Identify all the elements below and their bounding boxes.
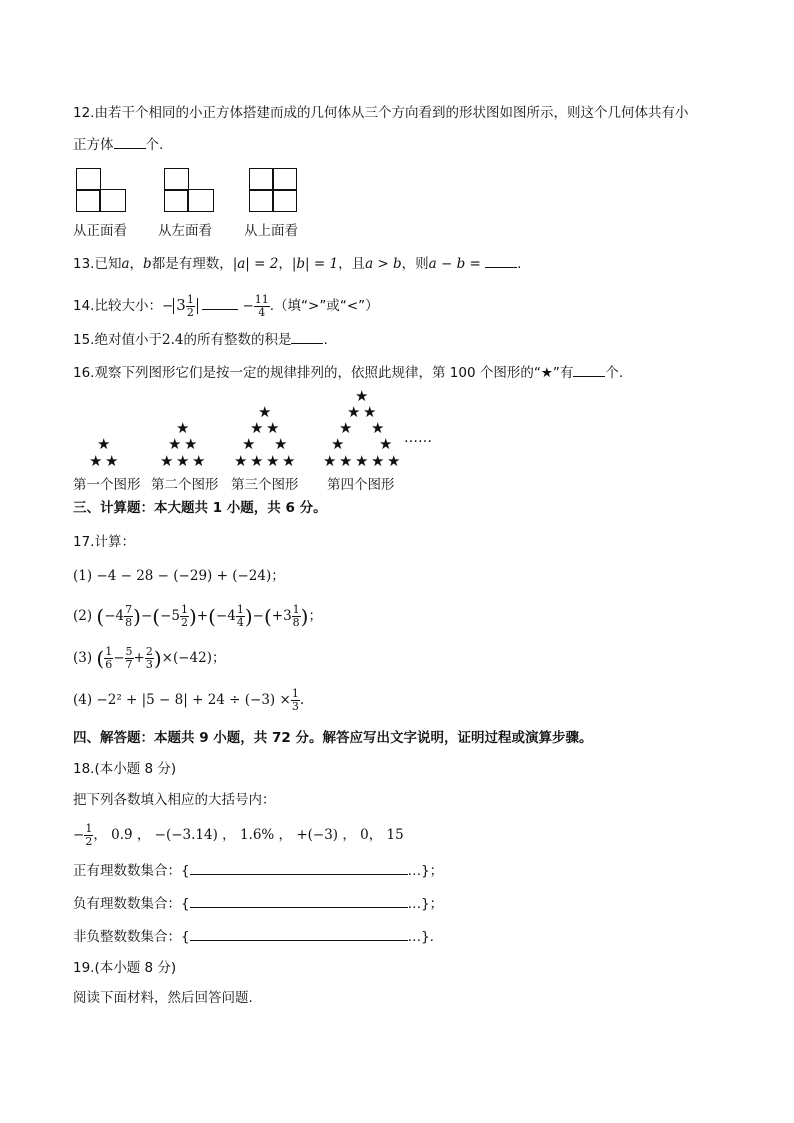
view-caption-top: 从上面看	[244, 223, 298, 239]
star-icon: ★	[339, 452, 353, 470]
figure-label-4: 第四个图形	[327, 477, 395, 493]
q17-part1: (1) −4 − 28 − (−29) + (−24)；	[73, 568, 285, 584]
view-caption-left: 从左面看	[158, 223, 212, 239]
star-icon: ★	[274, 435, 288, 453]
set-nonnegative-integer: 非负整数数集合：{ …}.	[73, 929, 434, 945]
set-positive-rational: 正有理数数集合：{ …}；	[73, 863, 444, 879]
set-blank[interactable]	[190, 862, 408, 875]
answer-blank[interactable]	[114, 136, 146, 149]
q13: 13.已知a，b都是有理数，|a| = 2，|b| = 1，且a > b，则a − b = .	[73, 256, 522, 272]
q18-instruction: 把下列各数填入相应的大括号内：	[73, 792, 276, 808]
q12-line1: 12.由若干个相同的小正方体搭建而成的几何体从三个方向看到的形状图如图所示，则这个几何体共有小	[73, 105, 689, 121]
q16: 16.观察下列图形它们是按一定的规律排列的，依照此规律，第 100 个图形的“★”有 个.	[73, 365, 624, 381]
view-caption-front: 从正面看	[73, 223, 127, 239]
star-icon: ★	[176, 419, 190, 437]
star-icon: ★	[339, 419, 353, 437]
section4-heading: 四、解答题：本题共 9 小题，共 72 分。解答应写出文字说明，证明过程或演算步骤。	[73, 730, 593, 746]
set-blank[interactable]	[190, 928, 408, 941]
q19-title: 19.(本小题 8 分)	[73, 960, 177, 976]
star-icon: ★	[168, 435, 182, 453]
answer-blank[interactable]	[573, 364, 605, 377]
figure-label-1: 第一个图形	[73, 477, 141, 493]
star-icon: ★	[176, 452, 190, 470]
star-icon: ★	[89, 452, 103, 470]
answer-blank[interactable]	[202, 297, 238, 310]
answer-blank[interactable]	[485, 255, 517, 268]
q17-part2: (2) (−4 $\frac{7}{8}$ )−(−5 $\frac{1}{2}$ )+(−4 $\frac{1}{4}$ )−(+3 $\frac{1}{8}$ )；	[73, 603, 322, 629]
star-icon: ★	[323, 452, 337, 470]
star-icon: ★	[105, 452, 119, 470]
star-icon: ★	[282, 452, 296, 470]
star-icon: ★	[355, 387, 369, 405]
star-icon: ★	[266, 419, 280, 437]
star-icon: ★	[379, 435, 393, 453]
q17-title: 17.计算：	[73, 534, 135, 550]
star-icon: ★	[192, 452, 206, 470]
answer-blank[interactable]	[291, 331, 323, 344]
figure-label-3: 第三个图形	[231, 477, 299, 493]
star-icon: ★	[250, 419, 264, 437]
set-blank[interactable]	[190, 895, 408, 908]
q15: 15.绝对值小于2.4的所有整数的积是 .	[73, 332, 328, 348]
star-icon: ★	[371, 452, 385, 470]
star-icon: ★	[331, 435, 345, 453]
star-icon: ★	[242, 435, 256, 453]
star-icon: ★	[355, 452, 369, 470]
star-icon: ★	[258, 403, 272, 421]
set-negative-rational: 负有理数数集合：{ …}；	[73, 896, 444, 912]
q19-instruction: 阅读下面材料，然后回答问题.	[73, 990, 253, 1006]
star-icon: ★	[371, 419, 385, 437]
q17-part3: (3) ( $\frac{1}{6}$ − $\frac{5}{7}$ + $\frac{2}{3}$ )×(−42)；	[73, 645, 226, 671]
star-icon: ★	[347, 403, 361, 421]
ellipsis: ……	[404, 430, 432, 446]
q12-line2: 正方体 个.	[73, 137, 164, 153]
star-icon: ★	[234, 452, 248, 470]
q18-title: 18.(本小题 8 分)	[73, 761, 177, 777]
star-icon: ★	[160, 452, 174, 470]
star-icon: ★	[250, 452, 264, 470]
star-icon: ★	[184, 435, 198, 453]
star-icon: ★	[266, 452, 280, 470]
q18-numbers: − $\frac{1}{2}$ ， 0.9̇ ， −(−3.14) ， 1.6% ， +(−3) ， 0， 15	[73, 822, 404, 848]
star-icon: ★	[387, 452, 401, 470]
q17-part4: (4) −2² + |5 − 8| + 24 ÷ (−3) × $\frac{1}{3}$ .	[73, 687, 305, 713]
figure-label-2: 第二个图形	[151, 477, 219, 493]
section3-heading: 三、计算题：本大题共 1 小题，共 6 分。	[73, 500, 327, 516]
star-icon: ★	[363, 403, 377, 421]
q14: 14.比较大小：− 3 $\frac{1}{2}$ − $\frac{11}{4}$ .（填“>”或“<”）	[73, 292, 379, 319]
star-icon: ★	[97, 435, 111, 453]
